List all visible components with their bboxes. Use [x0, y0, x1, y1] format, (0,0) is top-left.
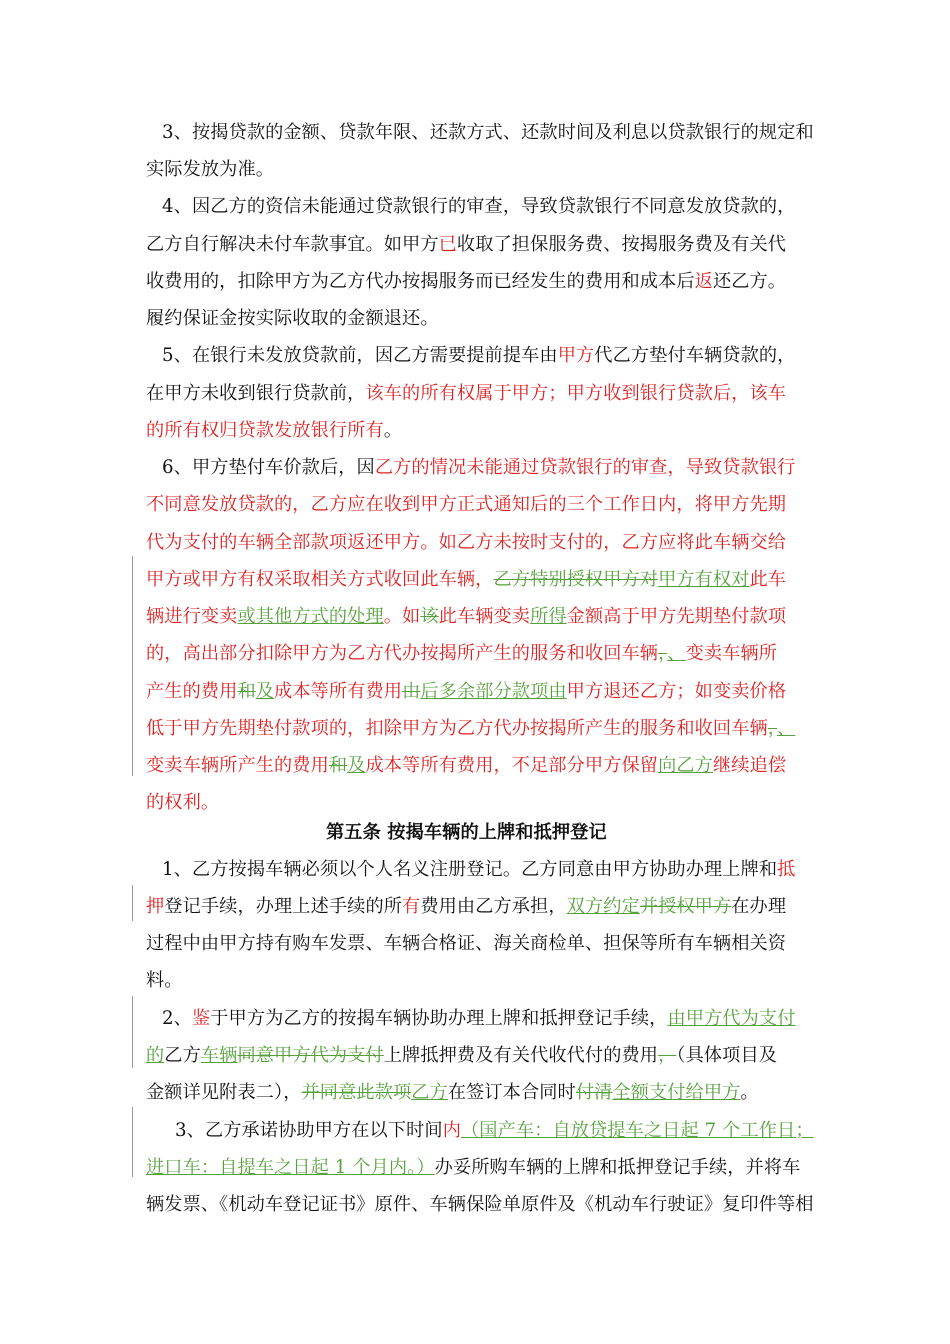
text-line [146, 1192, 826, 1218]
text-run: 。 [740, 1082, 759, 1103]
change-bar [132, 885, 133, 921]
highlighted-text: 变卖车辆所产生的费用 [146, 755, 329, 776]
text-run: 还乙方。 [712, 271, 787, 292]
text-line [146, 306, 826, 332]
inserted-text: 向乙方 [658, 755, 713, 776]
inserted-text: 全额支付给甲方 [612, 1082, 741, 1103]
text-run: 辆发票、《机动车登记证书》原件、车辆保险单原件及《机动车行驶证》复印件等相 [146, 1194, 814, 1215]
highlighted-text: 产生的费用 [146, 681, 238, 702]
text-run: 乙方自行解决未付车款事宜。如甲方 [146, 234, 439, 255]
text-line [146, 269, 826, 295]
text-line [146, 530, 826, 556]
highlighted-text: 的所有权归贷款发放银行所有 [146, 420, 384, 441]
text-line [162, 343, 842, 369]
highlighted-text: 继续追偿 [712, 755, 787, 776]
change-bar [132, 556, 133, 776]
text-line [146, 604, 826, 630]
deleted-text: 并授权甲方 [639, 896, 732, 917]
section-heading: 第五条 按揭车辆的上牌和抵押登记 [326, 822, 607, 843]
text-run: 登记手续，办理上述手续的所 [164, 896, 403, 917]
highlighted-text: 该车的所有权属于甲方；甲方收到银行贷款后，该车 [365, 383, 787, 404]
highlighted-text: 内 [442, 1120, 461, 1141]
text-run: 收取了担保服务费、按揭服务费及有关代 [456, 234, 787, 255]
highlighted-text: 低于甲方先期垫付款项的，扣除甲方为乙方代办按揭所产生的服务和收回车辆 [146, 718, 768, 739]
text-line [175, 1118, 855, 1144]
text-run: 3、乙方承诺协助甲方在以下时间 [175, 1120, 443, 1141]
deleted-text: ， [767, 718, 777, 739]
text-run: 3、按揭贷款的金额、贷款年限、还款方式、还款时间及利息以贷款银行的规定和 [162, 122, 814, 143]
deleted-text: 付清 [575, 1082, 613, 1103]
inserted-text: 乙方 [411, 1082, 448, 1103]
deleted-text: 和 [328, 755, 348, 776]
inserted-text: 后多余部分款项由 [420, 681, 567, 702]
text-line [162, 857, 842, 883]
highlighted-text: 甲方或甲方有权采取相关方式收回此车辆， [146, 569, 494, 590]
change-bar [132, 996, 133, 1068]
text-line [146, 567, 826, 593]
text-run: 实际发放为准。 [146, 159, 275, 180]
text-line [146, 157, 826, 183]
text-line [146, 968, 826, 994]
text-run: 费用由乙方承担， [420, 896, 567, 917]
inserted-text: 所得 [530, 606, 567, 627]
inserted-text: 或其他方式的处理 [237, 606, 384, 627]
text-run: 料。 [146, 970, 183, 991]
text-run: （具体项目及 [676, 1045, 778, 1066]
highlighted-text: 成本等所有费用 [274, 681, 403, 702]
deleted-text: 同意甲方代为支付 [237, 1045, 384, 1066]
highlighted-text: 甲方退还乙方；如变卖价格 [566, 681, 787, 702]
text-run: 履约保证金按实际收取的金额退还。 [146, 308, 439, 329]
inserted-text: 的 [146, 1045, 165, 1066]
text-line [146, 381, 826, 407]
text-run: 于甲方为乙方的按揭车辆协助办理上牌和抵押登记手续， [210, 1008, 668, 1029]
text-run: 1、乙方按揭车辆必须以个人名义注册登记。乙方同意由甲方协助办理上牌和 [162, 859, 778, 880]
text-line [162, 1006, 842, 1032]
text-run: 5、在银行未发放贷款前，因乙方需要提前提车由 [162, 345, 558, 366]
inserted-text: 双方约定 [566, 896, 640, 917]
highlighted-text: 乙方的情况未能通过贷款银行的审查，导致贷款银行 [374, 457, 796, 478]
inserted-text: 及 [255, 681, 275, 702]
text-line [326, 820, 950, 846]
text-run: 过程中由甲方持有购车发票、车辆合格证、海关商检单、担保等所有车辆相关资 [146, 933, 787, 954]
highlighted-text: 辆进行变卖 [146, 606, 238, 627]
text-line [146, 1043, 826, 1069]
highlighted-text: 此车 [749, 569, 787, 590]
text-run: 上牌抵押费及有关代收代付的费用 [383, 1045, 659, 1066]
text-run: 代乙方垫付车辆贷款的， [594, 345, 796, 366]
text-run: 在办理 [731, 896, 787, 917]
text-run: 金额详见附表二）， [146, 1082, 302, 1103]
text-line [146, 641, 826, 667]
deleted-text: ， [658, 643, 668, 664]
inserted-text: 进口车：自提车之日起 1 个月内。） [146, 1157, 435, 1178]
highlighted-text: 鉴 [191, 1008, 211, 1029]
deleted-text: ， [658, 1045, 677, 1066]
inserted-text: 、 [776, 718, 796, 739]
deleted-text: 该 [420, 606, 439, 627]
highlighted-text: 抵 [777, 859, 796, 880]
text-run: 在甲方未收到银行贷款前， [146, 383, 366, 404]
text-line [146, 931, 826, 957]
text-run: 办妥所购车辆的上牌和抵押登记手续，并将车 [434, 1157, 801, 1178]
inserted-text: （国产车：自放贷提车之日起 7 个工作日； [461, 1120, 814, 1141]
text-run: 在签订本合同时 [447, 1082, 576, 1103]
highlighted-text: 不同意发放贷款的，乙方应在收到甲方正式通知后的三个工作日内，将甲方先期 [146, 494, 787, 515]
deleted-text: 并同意此款项 [301, 1082, 412, 1103]
inserted-text: 车辆 [200, 1045, 238, 1066]
text-line [146, 418, 826, 444]
change-bar [132, 1107, 133, 1177]
highlighted-text: 。如 [383, 606, 421, 627]
deleted-text: 乙方特别授权甲方对 [493, 569, 659, 590]
highlighted-text: 的权利。 [146, 792, 220, 813]
text-run: 。 [383, 420, 403, 441]
deleted-text: 由 [402, 681, 421, 702]
text-line [146, 232, 826, 258]
text-line [146, 790, 826, 816]
highlighted-text: 金额高于甲方先期垫付款项 [566, 606, 787, 627]
text-line [146, 1155, 826, 1181]
text-line [146, 753, 826, 779]
text-line [146, 894, 826, 920]
highlighted-text: 的，高出部分扣除甲方为乙方代办按揭所产生的服务和收回车辆 [146, 643, 659, 664]
text-run: 6、甲方垫付车价款后，因 [162, 457, 375, 478]
text-line [162, 120, 842, 146]
text-run: 2、 [162, 1008, 192, 1029]
inserted-text: 甲方有权对 [658, 569, 750, 590]
text-line [146, 1080, 826, 1106]
highlighted-text: 已 [438, 234, 457, 255]
inserted-text: 及 [347, 755, 366, 776]
text-line [146, 716, 826, 742]
highlighted-text: 返 [694, 271, 713, 292]
text-run: 收费用的，扣除甲方为乙方代办按揭服务而已经发生的费用和成本后 [146, 271, 695, 292]
highlighted-text: 变卖车辆所 [685, 643, 778, 664]
highlighted-text: 有 [402, 896, 421, 917]
highlighted-text: 成本等所有费用，不足部分甲方保留 [365, 755, 659, 776]
inserted-text: 由甲方代为支付 [667, 1008, 796, 1029]
text-line [162, 455, 842, 481]
text-run: 乙方 [164, 1045, 201, 1066]
highlighted-text: 代为支付的车辆全部款项返还甲方。如乙方未按时支付的，乙方应将此车辆交给 [146, 532, 787, 553]
highlighted-text: 甲方 [557, 345, 595, 366]
highlighted-text: 押 [146, 896, 165, 917]
inserted-text: 、 [667, 643, 686, 664]
text-line [146, 492, 826, 518]
highlighted-text: 此车辆变卖 [438, 606, 531, 627]
text-run: 4、因乙方的资信未能通过贷款银行的审查，导致贷款银行不同意发放贷款的， [162, 196, 796, 217]
text-line [146, 679, 826, 705]
text-line [162, 194, 842, 220]
deleted-text: 和 [237, 681, 256, 702]
